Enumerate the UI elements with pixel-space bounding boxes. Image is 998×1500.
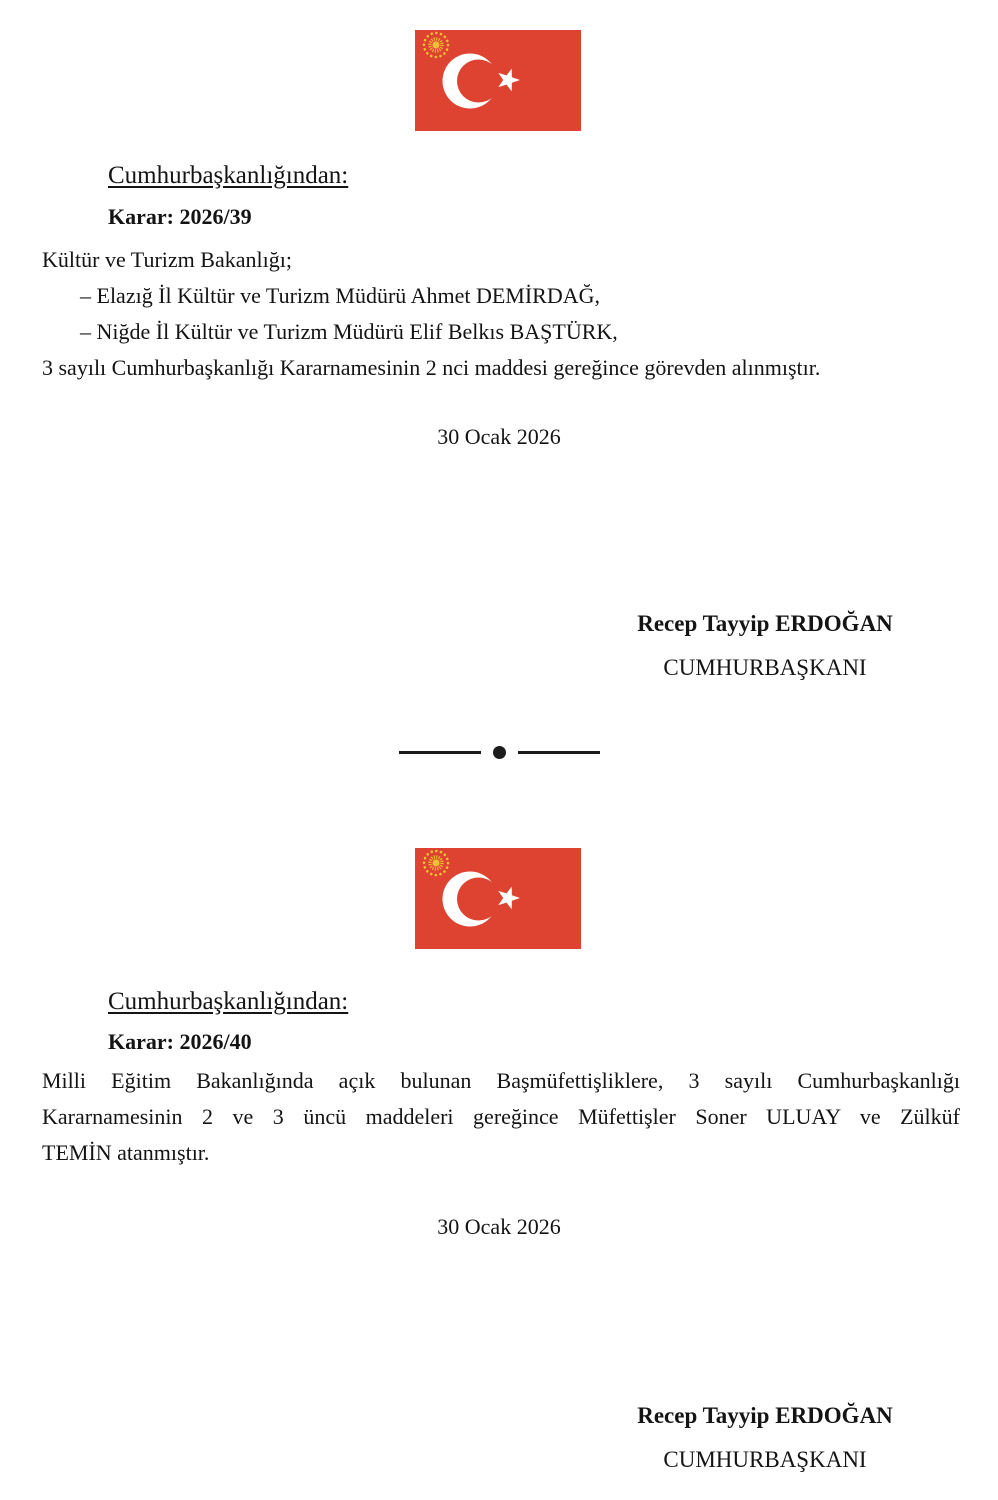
- signature-block: [565, 610, 965, 682]
- body-line: – Niğde İl Kültür ve Turizm Müdürü Elif Belkıs BAŞTÜRK,: [80, 319, 618, 344]
- decision-number: Karar: 2026/39: [108, 204, 252, 229]
- decree-date: 30 Ocak 2026: [437, 424, 561, 449]
- body-line: Milli Eğitim Bakanlığında açık bulunan Başmüfettişliklere, 3 sayılı Cumhurbaşkanlığı: [42, 1068, 960, 1093]
- body-line: Kültür ve Turizm Bakanlığı;: [42, 247, 292, 272]
- signature-title: CUMHURBAŞKANI: [663, 1447, 867, 1472]
- divider-line: [518, 751, 600, 754]
- decree-body: [42, 242, 960, 386]
- divider-line: [399, 751, 481, 754]
- source-heading: Cumhurbaşkanlığından:: [108, 162, 349, 189]
- signature-name: Recep Tayyip ERDOĞAN: [637, 1403, 893, 1428]
- divider-dot-icon: [493, 746, 506, 759]
- body-line: TEMİN atanmıştır.: [42, 1140, 210, 1165]
- decision-number: Karar: 2026/40: [108, 1029, 252, 1054]
- body-line: – Elazığ İl Kültür ve Turizm Müdürü Ahmet DEMİRDAĞ,: [80, 283, 601, 308]
- body-line: Kararnamesinin 2 ve 3 üncü maddeleri gereğince Müfettişler Soner ULUAY ve Zülküf: [42, 1104, 960, 1129]
- turkish-presidential-flag-icon: [415, 848, 581, 949]
- signature-name: Recep Tayyip ERDOĞAN: [637, 611, 893, 636]
- signature-title: CUMHURBAŞKANI: [663, 655, 867, 680]
- decree-body: [42, 1063, 960, 1171]
- turkish-presidential-flag-icon: [415, 30, 581, 131]
- source-heading: Cumhurbaşkanlığından:: [108, 988, 349, 1015]
- signature-block: [565, 1402, 965, 1474]
- section-divider: [0, 745, 998, 759]
- decree-date: 30 Ocak 2026: [437, 1214, 561, 1239]
- body-line: 3 sayılı Cumhurbaşkanlığı Kararnamesinin 2 nci maddesi gereğince görevden alınmıştır.: [42, 355, 821, 380]
